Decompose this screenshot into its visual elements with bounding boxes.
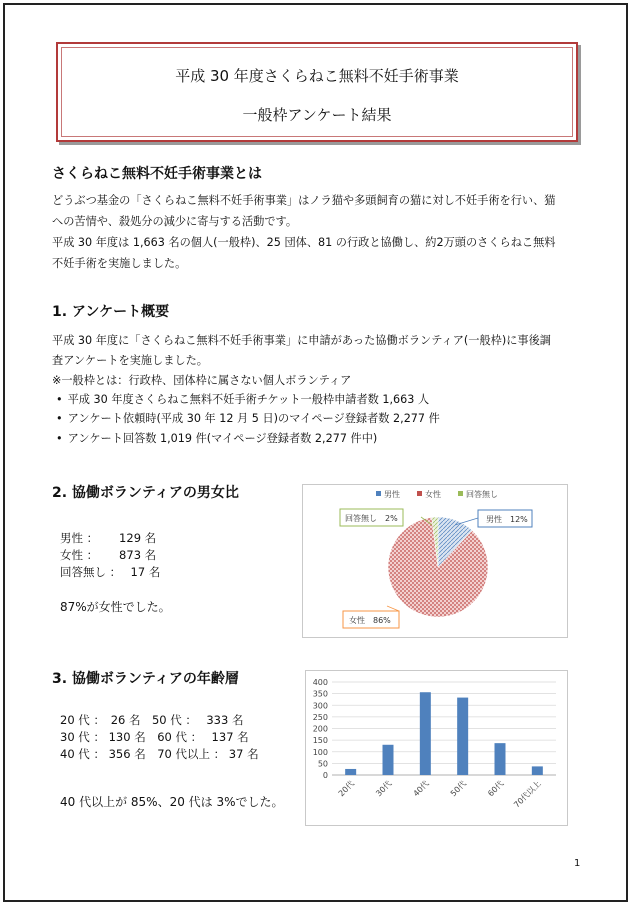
gender-stat: 回答無し ： 17 名	[60, 565, 161, 579]
gender-stat: 女性 ： 873 名	[60, 548, 157, 562]
bar-70代以上	[532, 766, 543, 775]
section1-bullet: • アンケート依頼時(平成 30 年 12 月 5 日)のマイページ登録者数 2,277 件	[52, 410, 440, 426]
y-tick-label: 0	[322, 771, 328, 780]
y-tick-label: 100	[312, 747, 328, 757]
intro-line: 平成 30 年度は 1,663 名の個人(一般枠)、25 団体、81 の行政と協働し、約2万頭のさくらねこ無料	[52, 236, 556, 249]
section1-note: ※一般枠とは：行政枠、団体枠に属さない個人ボランティア	[52, 374, 352, 387]
bar-40代	[420, 692, 431, 775]
y-tick-label: 200	[312, 724, 328, 734]
female-leader-line	[387, 606, 399, 611]
x-tick-label: 40代	[411, 779, 431, 799]
age-bar-chart	[305, 670, 568, 826]
page-number: 1	[574, 858, 581, 869]
y-tick-label: 400	[312, 678, 328, 687]
legend-male: 男性	[384, 490, 400, 499]
section1-bullet: • 平成 30 年度さくらねこ無料不妊手術チケット一般枠申請者数 1,663 人	[52, 391, 429, 407]
y-tick-label: 50	[317, 759, 328, 769]
y-tick-label: 250	[312, 712, 328, 722]
y-tick-label: 150	[312, 736, 328, 746]
age-stat: 20 代 ： 26 名 50 代 ： 333 名	[60, 713, 244, 727]
age-summary: 40 代以上が 85%、20 代は 3%でした。	[60, 795, 284, 809]
none-data-label: 回答無し 2%	[345, 514, 398, 523]
intro-line: どうぶつ基金の「さくらねこ無料不妊手術事業」はノラ猫や多頭飼育の猫に対し不妊手術を行い、猫	[52, 194, 556, 207]
male-data-label: 男性 12%	[486, 515, 528, 524]
section2-heading: 2. 協働ボランティアの男女比	[52, 485, 239, 501]
bar-30代	[383, 745, 394, 775]
gender-pie-chart	[302, 484, 568, 638]
section1-line: 査アンケートを実施しました。	[52, 354, 208, 367]
intro-line: 不妊手術を実施しました。	[52, 257, 187, 270]
gender-stat: 男性 ： 129 名	[60, 531, 157, 545]
legend-swatch-male	[376, 491, 381, 496]
age-stat: 40 代 ： 356 名 70 代以上 ： 37 名	[60, 747, 259, 761]
gender-summary: 87%が女性でした。	[60, 600, 171, 614]
y-tick-label: 350	[312, 689, 328, 699]
legend-female: 女性	[425, 490, 441, 499]
x-tick-label: 20代	[336, 779, 357, 799]
section1-bullet: • アンケート回答数 1,019 件(マイページ登録者数 2,277 件中)	[52, 430, 377, 446]
legend-none: 回答無し	[466, 490, 498, 499]
x-tick-label: 70代以上	[512, 779, 543, 810]
age-bar-svg	[306, 671, 567, 825]
bar-20代	[345, 769, 356, 775]
title-box	[56, 42, 578, 142]
y-tick-label: 300	[312, 701, 328, 711]
intro-heading: さくらねこ無料不妊手術事業とは	[52, 166, 262, 182]
gender-pie-svg	[303, 485, 567, 637]
female-data-label: 女性 86%	[349, 616, 391, 625]
x-tick-label: 60代	[486, 779, 506, 799]
section3-heading: 3. 協働ボランティアの年齢層	[52, 671, 239, 687]
section1-line: 平成 30 年度に「さくらねこ無料不妊手術事業」に申請があった協働ボランティア(一般枠)に事後調	[52, 334, 551, 347]
x-tick-label: 30代	[374, 779, 394, 799]
age-stat: 30 代 ： 130 名 60 代 ： 137 名	[60, 730, 249, 744]
intro-line: への苦情や、殺処分の減少に寄与する活動です。	[52, 215, 298, 228]
document-title: 平成 30 年度さくらねこ無料不妊手術事業	[175, 67, 459, 85]
section1-heading: 1. アンケート概要	[52, 304, 170, 320]
legend-swatch-none	[458, 491, 463, 496]
bar-50代	[457, 698, 468, 775]
bar-60代	[495, 743, 506, 775]
x-tick-label: 50代	[448, 779, 469, 799]
document-subtitle: 一般枠アンケート結果	[242, 106, 392, 124]
legend-swatch-female	[417, 491, 422, 496]
